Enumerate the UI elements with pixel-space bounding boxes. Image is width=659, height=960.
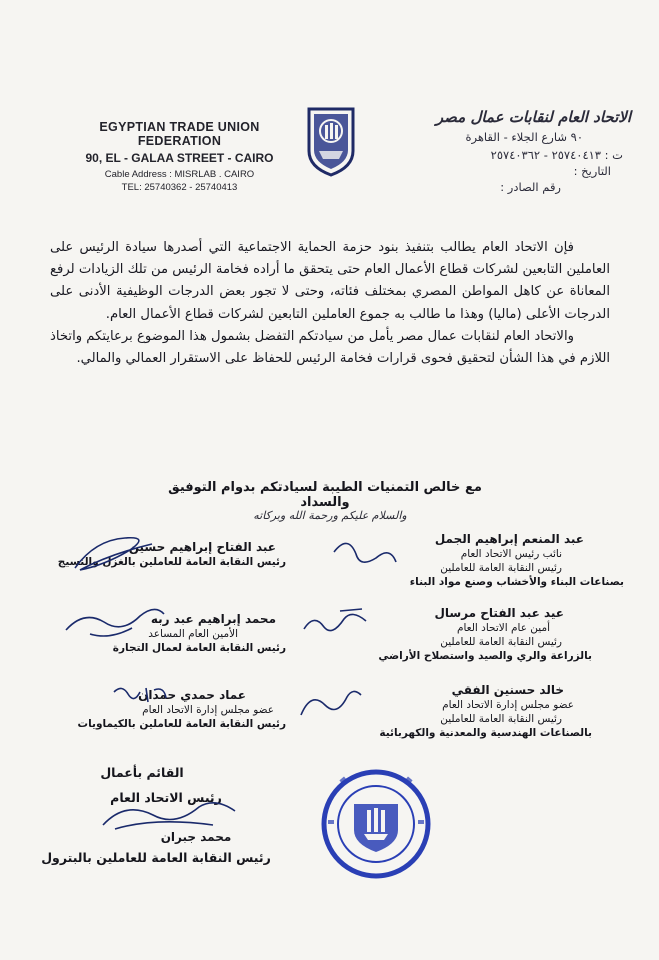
signature-scribble xyxy=(110,682,170,710)
closing-line: مع خالص التمنيات الطيبة لسيادتكم بدوام التوفيق والسداد xyxy=(168,480,482,510)
letter-body xyxy=(50,237,610,370)
phone-ar: ت : ٢٥٧٤٠٤١٣ - ٢٥٧٤٠٣٦٢ xyxy=(490,148,623,162)
signature-scribble xyxy=(95,795,245,835)
acting-label: القائم بأعمال xyxy=(100,765,184,780)
signatory-title: بصناعات البناء والأخشاب وصنع مواد البناء xyxy=(409,576,624,588)
org-name-ar: الاتحاد العام لنقابات عمال مصر xyxy=(435,108,631,126)
signatory-title: رئيس النقابة العامة للعاملين xyxy=(440,636,562,648)
signatory-name: عبد الفتاح إبراهيم حسين xyxy=(128,540,276,554)
address-ar: ٩٠ شارع الجلاء - القاهرة xyxy=(465,130,583,144)
date-label: التاريخ : xyxy=(573,164,611,178)
signature-scribble xyxy=(330,532,400,572)
salutation: والسلام عليكم ورحمة الله وبركاته xyxy=(253,509,407,522)
signatory-title: نائب رئيس الاتحاد العام xyxy=(460,548,562,560)
president-label: رئيس الاتحاد العام xyxy=(110,790,222,805)
letterhead-english xyxy=(62,120,297,193)
signatory-name: عماد حمدي حمدان xyxy=(138,688,246,702)
org-name-en: EGYPTIAN TRADE UNION FEDERATION xyxy=(99,120,260,148)
signatory-name: خالد حسنين الفقي xyxy=(451,683,564,697)
signatory-title: بالصناعات الهندسية والمعدنية والكهربائية xyxy=(379,727,592,739)
signatory-title: رئيس النقابة العامة للعاملين بالبترول xyxy=(41,850,271,865)
signature-scribble xyxy=(295,685,365,725)
telephone-en: TEL: 25740362 - 25740413 xyxy=(121,182,238,193)
signatory-name: عبد المنعم إبراهيم الجمل xyxy=(434,532,584,546)
paragraph-1: فإن الاتحاد العام يطالب بتنفيذ بنود حزمة الحماية الاجتماعية التي أصدرها سيادة الرئيس على العاملين التابعين لشركات قطاع الأعمال العام حتى يتحقق ما أراده فخامة الرئيس من تلك الزيادات لرفع المعاناة عن كاهل المواطن المصري بمختلف فئاته، وحتى لا تجور بعض الدرجات الوظيفية الأدنى على الدرجات الأعلى (ماليا) وهذا ما طالب به جموع العاملين التابعين لشركات قطاع الأعمال العام. xyxy=(50,240,610,322)
signatory-title: رئيس النقابة العامة للعاملين xyxy=(440,562,562,574)
signatory-title: رئيس النقابة العامة لعمال التجارة xyxy=(112,642,286,654)
letterhead-arabic xyxy=(381,108,631,194)
signature-scribble xyxy=(70,530,160,575)
cable-address: Cable Address : MISRLAB . CAIRO xyxy=(104,169,255,180)
signatory-title: عضو مجلس إدارة الاتحاد العام xyxy=(142,704,274,716)
signatory-title: أمين عام الاتحاد العام xyxy=(456,622,550,634)
union-stamp-icon xyxy=(320,768,432,880)
signatory-name: محمد إبراهيم عبد ربه xyxy=(150,612,276,626)
signatory-name: عيد عبد الفتاح مرسال xyxy=(434,606,564,620)
paragraph-2: والاتحاد العام لنقابات عمال مصر يأمل من سيادتكم التفضل بشمول هذا الموضوع برعايتكم واتخاذ اللازم في هذا الشأن لتحقيق فحوى قرارات فخامة الرئيس للحفاظ على الاستقرار العمالي والمالي. xyxy=(50,328,610,367)
signatory-7-title xyxy=(42,765,242,780)
signatory-7-union xyxy=(26,850,286,865)
signatory-title: رئيس النقابة العامة للعاملين بالغزل والنسيج xyxy=(57,556,286,568)
signatory-title: رئيس النقابة العامة للعاملين xyxy=(440,713,562,725)
signature-scribble xyxy=(300,605,370,641)
union-logo-icon xyxy=(305,105,357,177)
signatory-title: رئيس النقابة العامة للعاملين بالكيماويات xyxy=(77,718,286,730)
signatory-name: محمد جبران xyxy=(160,830,232,844)
address-en: 90, EL - GALAA STREET - CAIRO xyxy=(85,151,274,165)
signatory-title: الأمين العام المساعد xyxy=(148,628,238,640)
ref-label: رقم الصادر : xyxy=(500,180,561,194)
signatory-title: عضو مجلس إدارة الاتحاد العام xyxy=(442,699,574,711)
signatory-title: بالزراعة والري والصيد واستصلاح الأراضي xyxy=(378,650,592,662)
signature-scribble xyxy=(60,600,170,645)
